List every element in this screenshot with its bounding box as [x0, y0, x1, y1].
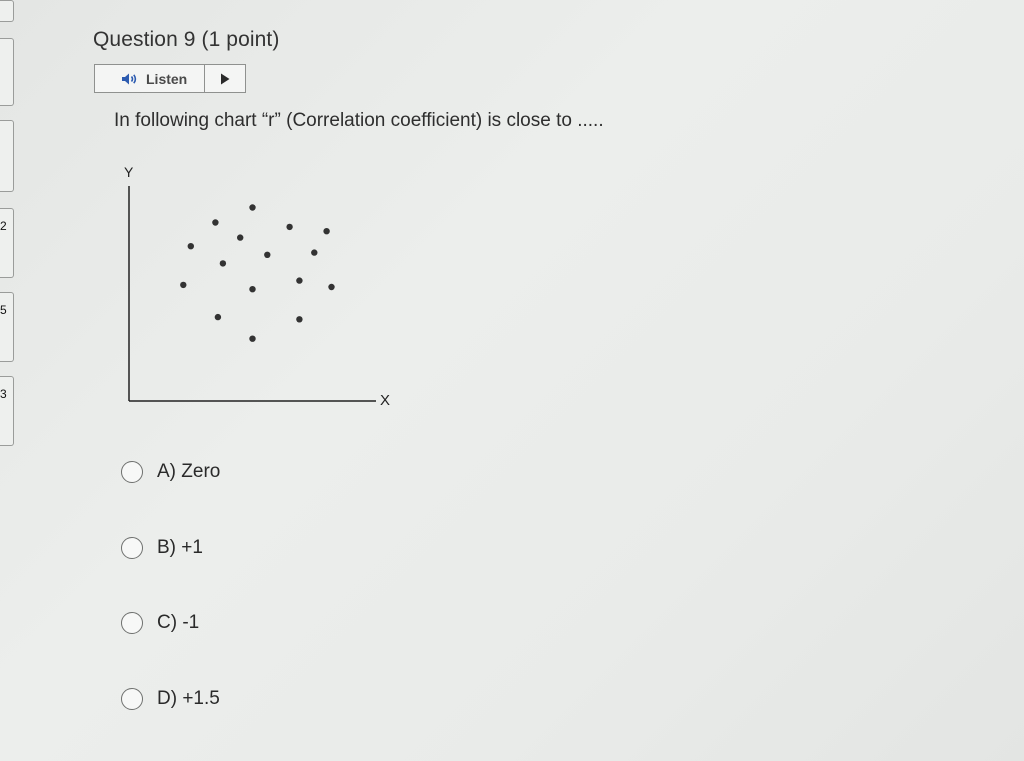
data-point-12	[249, 286, 255, 292]
data-point-7	[311, 249, 317, 255]
radio-button[interactable]	[121, 688, 143, 710]
nav-tab-3[interactable]	[0, 120, 14, 192]
option-label: A) Zero	[157, 461, 221, 482]
data-point-2	[212, 219, 218, 225]
nav-tab-4[interactable]	[0, 208, 14, 278]
option-d[interactable]	[121, 688, 220, 710]
data-point-3	[286, 224, 292, 230]
data-point-9	[220, 260, 226, 266]
data-point-15	[296, 316, 302, 322]
data-point-8	[264, 252, 270, 258]
data-point-1	[249, 204, 255, 210]
play-button[interactable]	[205, 65, 245, 92]
data-point-14	[215, 314, 221, 320]
nav-tab-6[interactable]	[0, 376, 14, 446]
listen-button[interactable]	[95, 65, 205, 92]
scatter-chart	[110, 160, 410, 420]
nav-tab-label: 5	[0, 303, 7, 317]
x-axis-label: X	[380, 392, 391, 409]
play-icon	[220, 73, 230, 85]
question-title: Question 9 (1 point)	[93, 28, 280, 51]
option-label: B) +1	[157, 537, 203, 558]
option-a[interactable]	[121, 461, 220, 483]
radio-button[interactable]	[121, 612, 143, 634]
data-point-5	[237, 234, 243, 240]
data-points-group	[180, 204, 335, 342]
nav-tab-5[interactable]	[0, 292, 14, 362]
speaker-icon	[121, 72, 143, 86]
question-prompt: In following chart “r” (Correlation coefficient) is close to .....	[114, 110, 604, 131]
nav-tab-2[interactable]	[0, 38, 14, 106]
data-point-10	[296, 277, 302, 283]
radio-button[interactable]	[121, 461, 143, 483]
data-point-11	[180, 282, 186, 288]
data-point-6	[188, 243, 194, 249]
data-point-16	[249, 336, 255, 342]
listen-label: Listen	[146, 70, 188, 87]
listen-toolbar	[94, 64, 246, 93]
data-point-13	[328, 284, 334, 290]
nav-tab-label: 3	[0, 387, 7, 401]
nav-tab-label: 2	[0, 219, 7, 233]
scatter-plot-svg	[110, 160, 410, 420]
y-axis-label: Y	[124, 164, 134, 180]
option-label: D) +1.5	[157, 688, 220, 709]
option-c[interactable]	[121, 612, 199, 634]
option-b[interactable]	[121, 537, 203, 559]
data-point-4	[323, 228, 329, 234]
nav-tab-1[interactable]	[0, 0, 14, 22]
option-label: C) -1	[157, 612, 200, 633]
radio-button[interactable]	[121, 537, 143, 559]
